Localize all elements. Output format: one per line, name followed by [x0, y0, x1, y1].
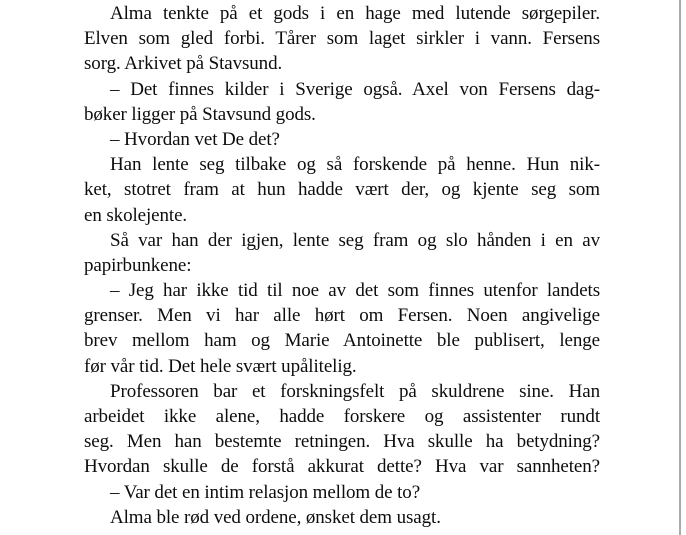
- text-line: bøker ligger på Stavsund gods.: [84, 103, 316, 125]
- text-line: Så var han der igjen, lente seg fram og slo hånden i en av: [110, 229, 600, 251]
- text-line: papirbunkene:: [84, 254, 192, 276]
- text-line: ket, stotret fram at hun hadde vært der, og kjente seg som: [84, 179, 600, 201]
- text-line: – Var det en intim relasjon mellom de to?: [110, 481, 421, 503]
- text-line: seg. Men han bestemte retningen. Hva skulle ha betydning?: [84, 431, 600, 453]
- text-line: Han lente seg tilbake og så forskende på henne. Hun nik-: [110, 154, 600, 176]
- text-line: – Hvordan vet De det?: [110, 128, 280, 150]
- text-line: Professoren bar et forskningsfelt på skuldrene sine. Han: [110, 380, 600, 402]
- text-line: – Jeg har ikke tid til noe av det som finnes utenfor landets: [110, 280, 600, 302]
- text-line: før vår tid. Det hele svært upålitelig.: [84, 355, 357, 377]
- text-line: arbeidet ikke alene, hadde forskere og assistenter rundt: [84, 406, 600, 427]
- text-line: Hvordan skulle de forstå akkurat dette? Hva var sannheten?: [84, 456, 600, 478]
- text-line: – Det finnes kilder i Sverige også. Axel von Fersens dag-: [110, 78, 600, 100]
- text-line: Elven som gled forbi. Tårer som laget sirkler i vann. Fersens: [84, 28, 600, 50]
- text-line: Alma ble rød ved ordene, ønsket dem usagt.: [110, 506, 441, 528]
- text-line: Alma tenkte på et gods i en hage med lutende sørgepiler.: [110, 3, 600, 24]
- text-line: brev mellom ham og Marie Antoinette ble publisert, lenge: [84, 330, 600, 352]
- text-line: sorg. Arkivet på Stavsund.: [84, 53, 283, 75]
- text-line: grenser. Men vi har alle hørt om Fersen. Noen angivelige: [84, 305, 600, 327]
- text-block: [84, 1, 600, 530]
- text-line: en skolejente.: [84, 204, 188, 226]
- page-edge-divider: [679, 0, 681, 535]
